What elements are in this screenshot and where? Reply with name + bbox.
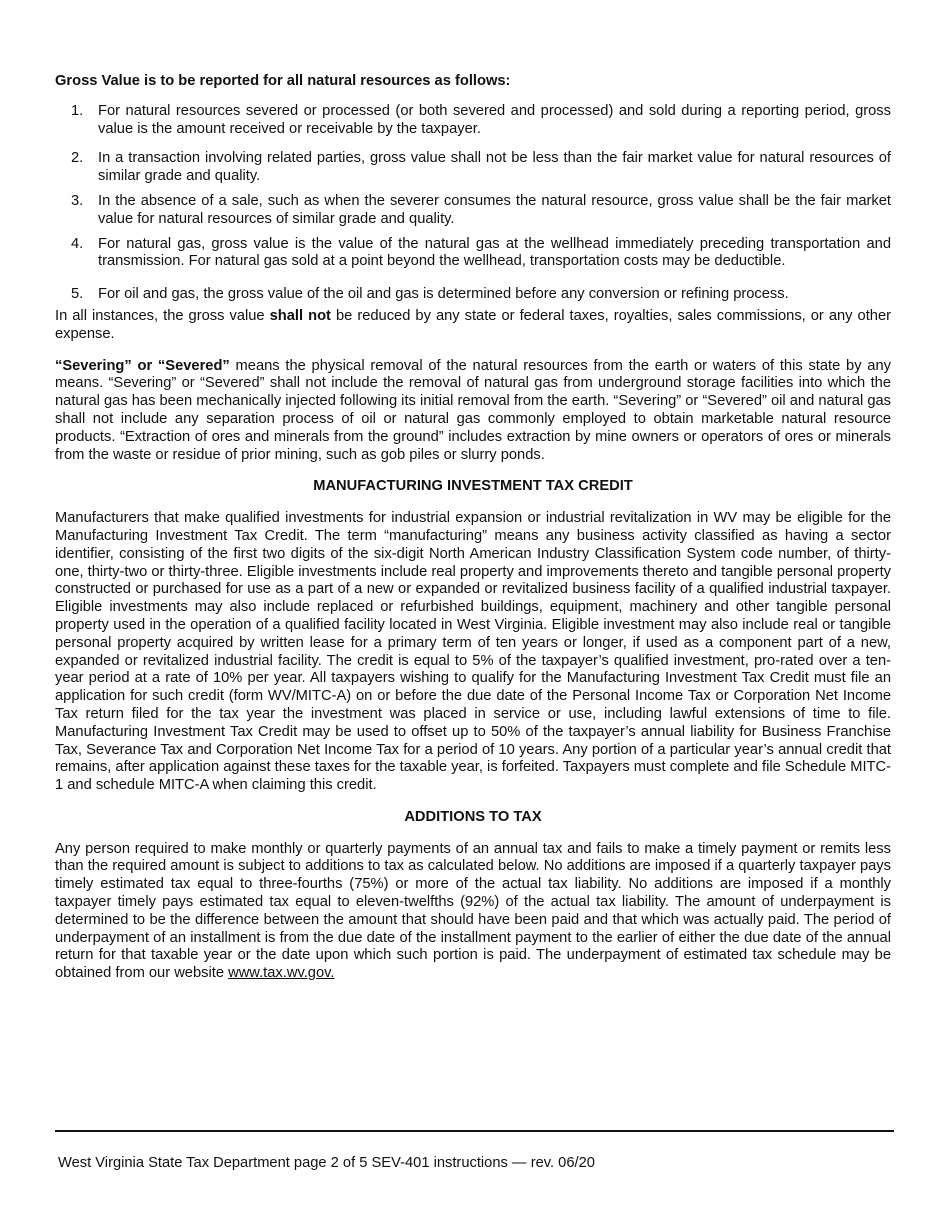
additions-text: Any person required to make monthly or quarterly payments of an annual tax and fails to make a timely payment or remits less than the required amount is subject to additions to tax as calculated below. No additions are imposed if a quarterly taxpayer pays timely estimated tax equal to three-fourths (75%) or more of the actual tax liability. No additions are imposed if a monthly taxpayer timely pays estimated tax equal to eleven-twelfths (92%) of the actual tax liability. The amount of underpayment is determined to be the difference between the amount that should have been paid and that which was actually paid. The period of underpayment of an installment is from the due date of the installment payment to the earlier of either the due date of the annual return for that taxable year or the date upon which such portion is paid. The underpayment of estimated tax schedule may be obtained from our website — [55, 840, 891, 982]
page-footer: West Virginia State Tax Department page 2 of 5 SEV-401 instructions — rev. 06/20 — [58, 1155, 595, 1171]
instances-text-end: be reduced by any state or federal taxes, royalties, sales commissions, or any other expense. — [55, 307, 892, 342]
severing-term: “Severing” or “Severed” — [55, 357, 230, 374]
additions-paragraph — [55, 841, 891, 983]
list-item-number: 4. — [71, 235, 84, 252]
list-item — [55, 286, 891, 304]
list-item-text: For natural resources severed or processed (or both severed and processed) and sold during a reporting period, gross value is the amount received or receivable by the taxpayer. — [98, 102, 891, 137]
gross-value-list — [55, 103, 891, 304]
list-item-text: In a transaction involving related parties, gross value shall not be less than the fair market value for natural resources of similar grade and quality. — [98, 150, 891, 185]
severing-definition-text: means the physical removal of the natural resources from the earth or waters of this state by any means. “Severing” or “Severed” shall not include the removal of natural gas from underground storage facilities into which the natural gas has been mechanically injected following its initial removal from the earth. “Severing” or “Severed” oil and natural gas shall not include any separation process of oil or natural gas commonly employed to obtain marketable natural resource products. “Extraction of ores and minerals from the ground” includes extraction by mine owners or operators of ores or minerals from the waste or residue of prior mining, such as gob piles or slurry ponds. — [55, 357, 891, 463]
list-item — [55, 236, 891, 272]
severing-definition-paragraph — [55, 358, 891, 465]
list-item-number: 3. — [71, 192, 84, 209]
gross-value-instances-paragraph — [55, 308, 891, 344]
list-item-text: For oil and gas, the gross value of the oil and gas is determined before any conversion or refining process. — [98, 286, 789, 303]
instances-emphasis: shall not — [269, 307, 331, 324]
mitc-paragraph: Manufacturers that make qualified investments for industrial expansion or industrial revitalization in WV may be eligible for the Manufacturing Investment Tax Credit. The term “manufacturing” means any business activity classified as having a sector identifier, consisting of the first two digits of the six-digit North American Industry Classification System code number, of thirty-one, thirty-two or thirty-three. Eligible investments include real property and improvements thereto and tangible personal property constructed or purchased for use as a part of a new or expanded or revitalized business facility of a qualified industrial taxpayer. Eligible investments may also include replaced or refurbished buildings, equipment, machinery and other tangible personal property used in the operation of a qualified facility located in West Virginia. Eligible investment may also include real or tangible personal property acquired by written lease for a primary term of ten years or longer, if used as a component part of a new, expanded or revitalized industrial facility. The credit is equal to 5% of the taxpayer’s qualified investment, pro-rated over a ten-year period at a rate of 10% per year. All taxpayers wishing to qualify for the Manufacturing Investment Tax Credit must file an application for such credit (form WV/MITC-A) on or before the due date of the Personal Income Tax or Corporation Net Income Tax return filed for the tax year the investment was placed in service or use, including lawful extensions of time to file. Manufacturing Investment Tax Credit may be used to offset up to 50% of the taxpayer’s annual liability for Business Franchise Tax, Severance Tax and Corporation Net Income Tax for a period of 10 years. Any portion of a particular year’s annual credit that remains, after application against these taxes for the taxable year, is forfeited. Taxpayers must complete and file Schedule MITC-1 and schedule MITC-A when claiming this credit. — [55, 510, 891, 794]
list-item-number: 1. — [71, 102, 84, 119]
additions-section-title: ADDITIONS TO TAX — [404, 808, 542, 825]
gross-value-heading: Gross Value is to be reported for all natural resources as follows: — [55, 73, 511, 89]
footer-divider — [55, 1130, 894, 1132]
list-item-text: In the absence of a sale, such as when the severer consumes the natural resource, gross value shall be the fair market value for natural resources of similar grade and quality. — [98, 192, 891, 227]
mitc-section-title: MANUFACTURING INVESTMENT TAX CREDIT — [313, 478, 633, 495]
list-item-text: For natural gas, gross value is the value of the natural gas at the wellhead immediately preceding transportation and transmission. For natural gas sold at a point beyond the wellhead, transportation costs may be deductible. — [98, 235, 891, 270]
instances-text-start: In all instances, the gross value — [55, 307, 270, 324]
list-item-number: 2. — [71, 150, 84, 167]
list-item — [55, 103, 891, 139]
list-item — [55, 150, 891, 186]
list-item — [55, 193, 891, 229]
website-link[interactable]: www.tax.wv.gov. — [228, 965, 335, 982]
document-page — [55, 73, 891, 983]
list-item-number: 5. — [71, 286, 84, 303]
